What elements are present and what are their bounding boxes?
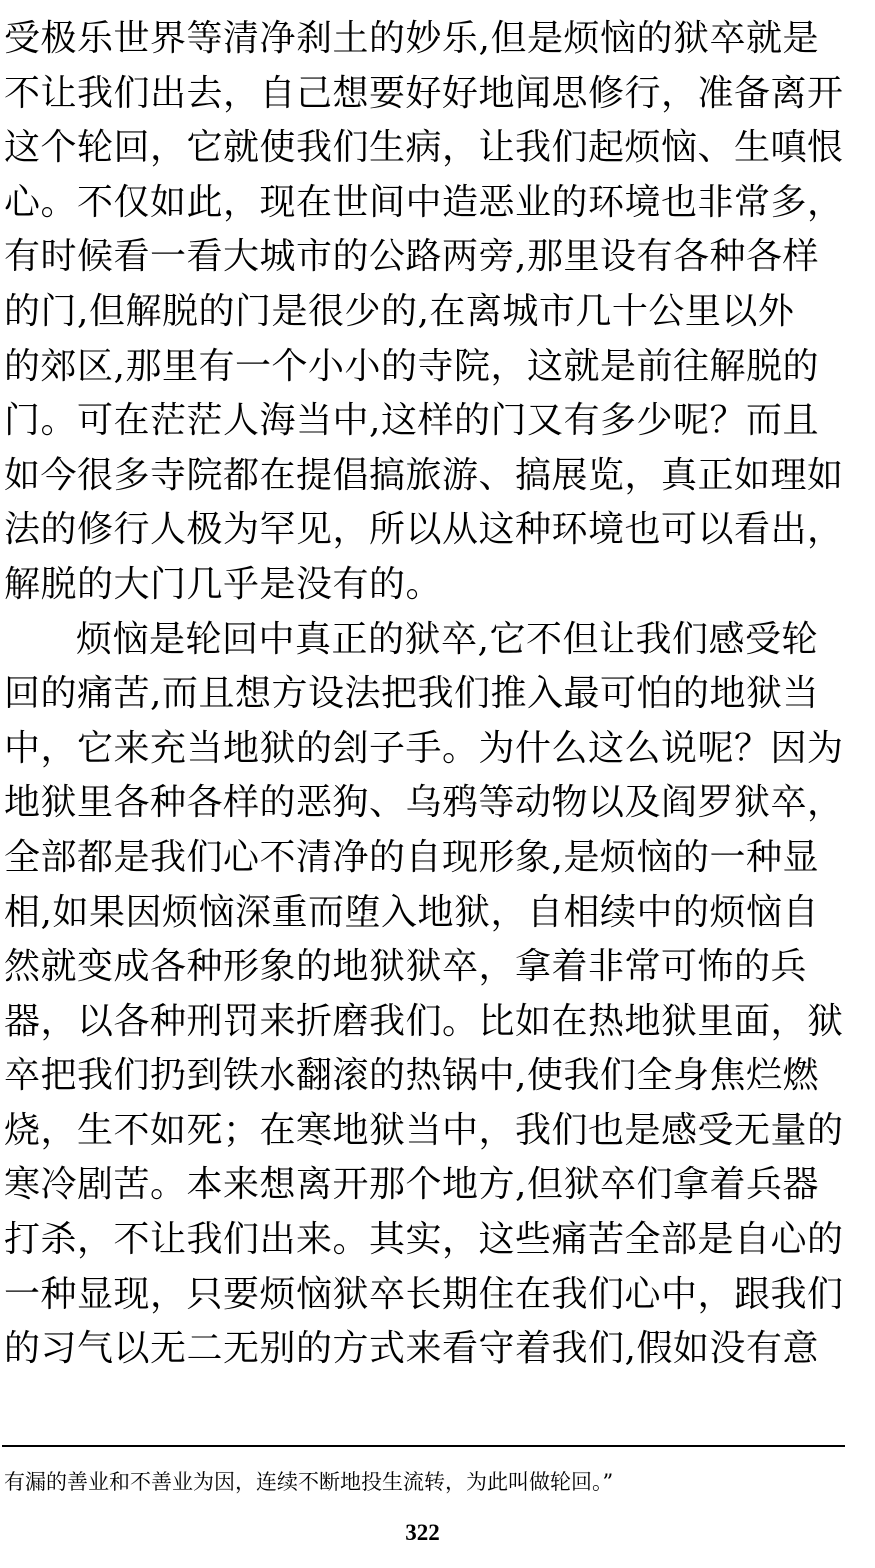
text-line: 门。可在茫茫人海当中,这样的门又有多少呢？而且	[4, 400, 819, 442]
text-line: 不让我们出去，自己想要好好地闻思修行，准备离开	[4, 72, 844, 114]
text-line: 一种显现，只要烦恼狱卒长期住在我们心中，跟我们	[4, 1273, 844, 1315]
text-line: 的门,但解脱的门是很少的,在离城市几十公里以外	[4, 290, 795, 332]
footnote-divider	[2, 1445, 845, 1447]
text-line: 受极乐世界等清净刹土的妙乐,但是烦恼的狱卒就是	[4, 18, 819, 59]
text-line: 心。不仅如此，现在世间中造恶业的环境也非常多，	[4, 181, 844, 223]
text-line: 的习气以无二无别的方式来看守着我们,假如没有意	[4, 1328, 819, 1370]
text-line: 法的修行人极为罕见，所以从这种环境也可以看出，	[4, 509, 844, 551]
text-line: 卒把我们扔到铁水翻滚的热锅中,使我们全身焦烂燃	[4, 1055, 819, 1097]
text-line: 回的痛苦,而且想方设法把我们推入最可怕的地狱当	[4, 673, 819, 715]
text-line: 烧，生不如死；在寒地狱当中，我们也是感受无量的	[4, 1109, 844, 1151]
paragraph-first-line: 烦恼是轮回中真正的狱卒,它不但让我们感受轮	[76, 618, 818, 660]
text-line: 这个轮回，它就使我们生病，让我们起烦恼、生嗔恨	[4, 127, 844, 169]
footnote: 有漏的善业和不善业为因，连续不断地投生流转，为此叫做轮回。”	[4, 1470, 614, 1494]
text-line: 寒冷剧苦。本来想离开那个地方,但狱卒们拿着兵器	[4, 1164, 819, 1206]
text-line: 解脱的大门几乎是没有的。	[4, 563, 443, 605]
text-line: 中，它来充当地狱的刽子手。为什么这么说呢？因为	[4, 727, 844, 769]
text-line: 如今很多寺院都在提倡搞旅游、搞展览，真正如理如	[4, 454, 844, 496]
text-line: 的郊区,那里有一个小小的寺院，这就是前往解脱的	[4, 345, 819, 387]
text-line: 然就变成各种形象的地狱狱卒，拿着非常可怖的兵	[4, 946, 808, 988]
page-number: 322	[405, 1520, 440, 1545]
text-line: 地狱里各种各样的恶狗、乌鸦等动物以及阎罗狱卒，	[4, 782, 844, 824]
text-line: 相,如果因烦恼深重而堕入地狱，自相续中的烦恼自	[4, 891, 819, 933]
text-line: 打杀，不让我们出来。其实，这些痛苦全部是自心的	[4, 1219, 844, 1261]
text-line: 有时候看一看大城市的公路两旁,那里设有各种各样	[4, 236, 819, 278]
text-line: 器，以各种刑罚来折磨我们。比如在热地狱里面，狱	[4, 1000, 844, 1042]
text-line: 全部都是我们心不清净的自现形象,是烦恼的一种显	[4, 836, 819, 878]
main-text	[4, 12, 849, 1377]
